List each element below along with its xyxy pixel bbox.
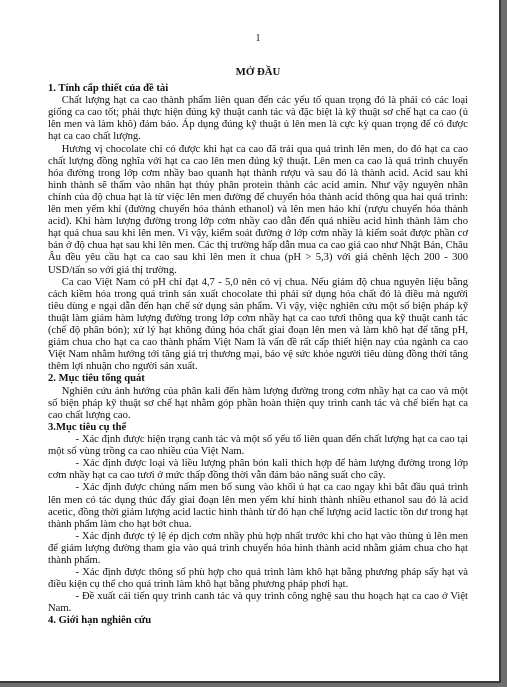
paragraph: Ca cao Việt Nam có pH chỉ đạt 4,7 - 5,0 nên có vị chua. Nếu giảm độ chua nguyên liệu bằng cách kiềm hóa trong quá trình sản xuất chocolate thì phải sử dụng hóa chất đó là điều mà người tiêu dùng e ngại dẫn đến hạn chế sử dụng sản phẩm. Vì vậy, việc nghiên cứu một số biện pháp kỹ thuật làm giảm hàm lượng đường trong lớp cơm nhầy hạt ca cao tươi thông qua kỹ thuật canh tác (chế độ phân bón); xử lý hạt không đúng hóa chất giai đoạn lên men và làm khô hạt để tăng pH, giảm chua cho hạt ca cao thành phẩm Việt Nam là vấn đề rất cấp thiết hiện nay của ngành ca cao Việt Nam nhằm hướng tới tăng giá trị thương mại, bảo vệ sức khỏe người tiêu dùng đồng thời tăng thêm lợi nhuận cho người sản xuất. — [48, 276, 468, 373]
objective-item: - Xác định được thông số phù hợp cho quá trình làm khô hạt bằng phương pháp sấy hạt và điều kiện cụ thể cho quá trình làm khô hạt bằng phương pháp phơi hạt. — [48, 567, 468, 591]
section-heading-urgency: 1. Tính cấp thiết của đề tài — [48, 83, 169, 94]
objective-item: - Xác định được loại và liều lượng phân bón kali thích hợp để hàm lượng đường trong lớp cơm nhầy hạt ca cao tươi ở mức thấp đồng thời vẫn đảm bảo năng suất cho cây. — [48, 458, 468, 482]
paragraph: Chất lượng hạt ca cao thành phẩm liên quan đến các yếu tố quan trọng đó là phải có các loại giống ca cao tốt; phải thực hiện đúng kỹ thuật canh tác và đặc biệt là kỹ thuật sơ chế hạt ca cao (ủ lên men và làm khô) đảm bảo. Áp dụng đúng kỹ thuật ủ lên men là cực kỳ quan trọng để có được hạt ca cao chất lượng. — [48, 95, 468, 143]
objective-item: - Đề xuất cải tiến quy trình canh tác và quy trình công nghệ sau thu hoạch hạt ca cao ở Việt Nam. — [48, 591, 468, 615]
section-heading-general-objective: 2. Mục tiêu tổng quát — [48, 373, 145, 385]
paragraph: Nghiên cứu ảnh hưởng của phân kali đến hàm lượng đường trong cơm nhầy hạt ca cao và một số biện pháp kỹ thuật sơ chế hạt nhằm góp phần hoàn thiện quy trình canh tác và chế biến hạt ca cao chất lượng cao. — [48, 385, 468, 421]
objective-item: - Xác định được tỷ lệ ép dịch cơm nhầy phù hợp nhất trước khi cho hạt vào thùng ủ lên men để giảm lượng đường tham gia vào quá trình chuyển hóa hình thành acid nhằm giảm chua cho hạt thành phẩm. — [48, 530, 468, 566]
page-title: MỞ ĐẦU — [235, 66, 281, 78]
section-heading-research-scope: 4. Giới hạn nghiên cứu — [48, 615, 152, 627]
objective-item: - Xác định được hiện trạng canh tác và một số yếu tố liên quan đến chất lượng hạt ca cao tại một số vùng trồng ca cao nhiều của Việt Nam. — [48, 434, 468, 458]
objective-item: - Xác định được chủng nấm men bổ sung vào khối ủ hạt ca cao ngay khi bắt đầu quá trình lên men có tác dụng thúc đẩy giai đoạn lên men yếm khí hình thành nhiều ethanol sau đó là acid acetic, đồng thời giảm lượng acid lactic hình thành từ đó hạn chế lượng acid lactic tồn dư trong hạt thành phẩm làm cho hạt bớt chua. — [48, 482, 468, 530]
section-heading-specific-objectives: 3.Mục tiêu cụ thể — [48, 421, 127, 433]
document-body — [48, 83, 468, 628]
paragraph: Hương vị chocolate chỉ có được khi hạt ca cao đã trải qua quá trình lên men, do đó hạt ca cao chất lượng đồng nghĩa với hạt ca cao lên men đúng kỹ thuật. Lên men ca cao là quá trình chuyển hóa đường trong lớp cơm nhầy bao quanh hạt thành rượu và sau đó là thành acid. Acid sau khi hình thành sẽ thẩm vào nhân hạt thủy phân protein thành các acid amin. Như vậy nguyên nhân chính của độ chua hạt là từ việc lên men đường để chuyển hóa thành acid thông qua hai quá trình: lên men yếm khí (đường chuyển hóa thành ethanol) và lên men háo khí (rượu chuyển hóa thành acid). Khi hàm lượng đường trong lớp cơm nhầy cao dẫn đến quá nhiều acid hình thành làm cho hạt quá chua sau khi lên men. Vì vậy, kiểm soát đường ở lớp cơm nhầy là kiểm soát được phần cơ bản ở độ chua hạt sau khi lên men. Các thị trường hấp dẫn mua ca cao giá cao như Nhật Bản, Châu Âu đều yêu cầu hạt ca cao sau khi lên men ít chua (pH > 5,3) với giá chênh lệch 200 - 300 USD/tấn so với giá thị trường. — [48, 143, 468, 276]
page-number: 1 — [255, 33, 261, 44]
